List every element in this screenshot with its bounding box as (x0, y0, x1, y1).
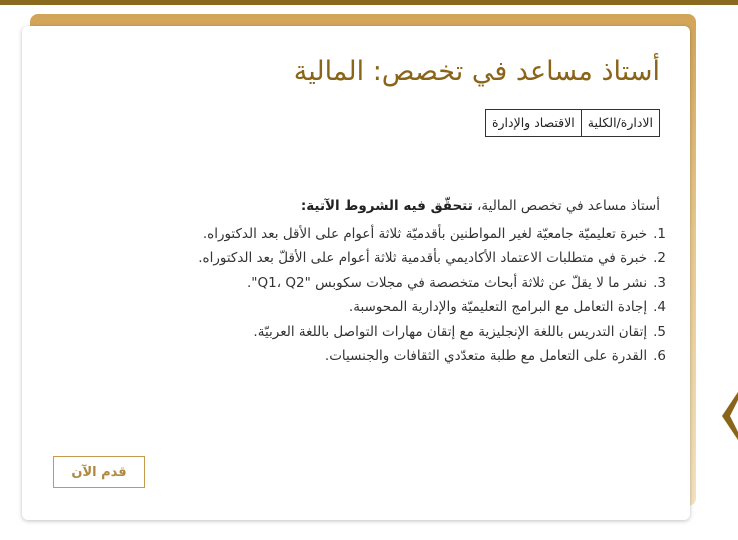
job-tags (485, 109, 660, 137)
item-text: القدرة على التعامل مع طلبة متعدّدي الثقافات والجنسيات. (324, 347, 648, 364)
item-number: 6. (653, 347, 666, 364)
intro-text: أستاذ مساعد في تخصص المالية، (472, 198, 660, 214)
list-item (198, 246, 666, 270)
item-text: نشر ما لا يقلّ عن ثلاثة أبحاث متخصصة في مجلات سكوبس "Q1، Q2". (247, 274, 648, 291)
list-item (198, 271, 666, 295)
job-card (22, 26, 690, 520)
list-item (198, 295, 666, 319)
tag-college: الاقتصاد والإدارة (486, 110, 582, 136)
requirements-list (198, 222, 666, 368)
item-number: 1. (653, 226, 666, 242)
item-number: 2. (653, 250, 666, 267)
item-number: 3. (653, 274, 666, 291)
top-accent-bar (0, 0, 738, 5)
item-text: إتقان التدريس باللغة الإنجليزية مع إتقان مهارات التواصل باللغة العربيّة. (253, 323, 648, 340)
item-text: إجادة التعامل مع البرامج التعليميّة والإدارية المحوسبة. (348, 299, 648, 316)
list-item (198, 344, 666, 368)
tag-department: الادارة/الكلية (587, 115, 653, 130)
item-text: خبرة في متطلبات الاعتماد الأكاديمي بأقدمية ثلاثة أعوام على الأقلّ بعد الدكتوراه. (198, 250, 648, 267)
item-number: 4. (653, 299, 666, 316)
apply-now-button[interactable]: قدم الآن (53, 456, 145, 488)
requirements-intro (301, 198, 660, 214)
item-number: 5. (653, 323, 666, 340)
intro-emphasis: تتحقّق فيه الشروط الآتية: (300, 198, 473, 214)
job-title: أستاذ مساعد في تخصص: المالية (293, 56, 660, 87)
item-text: خبرة تعليميّة جامعيّة لغير المواطنين بأقدميّة ثلاثة أعوام على الأقل بعد الدكتوراه. (202, 226, 648, 242)
chevron-left-icon-inner (730, 400, 738, 432)
list-item (198, 320, 666, 344)
list-item (198, 222, 666, 246)
